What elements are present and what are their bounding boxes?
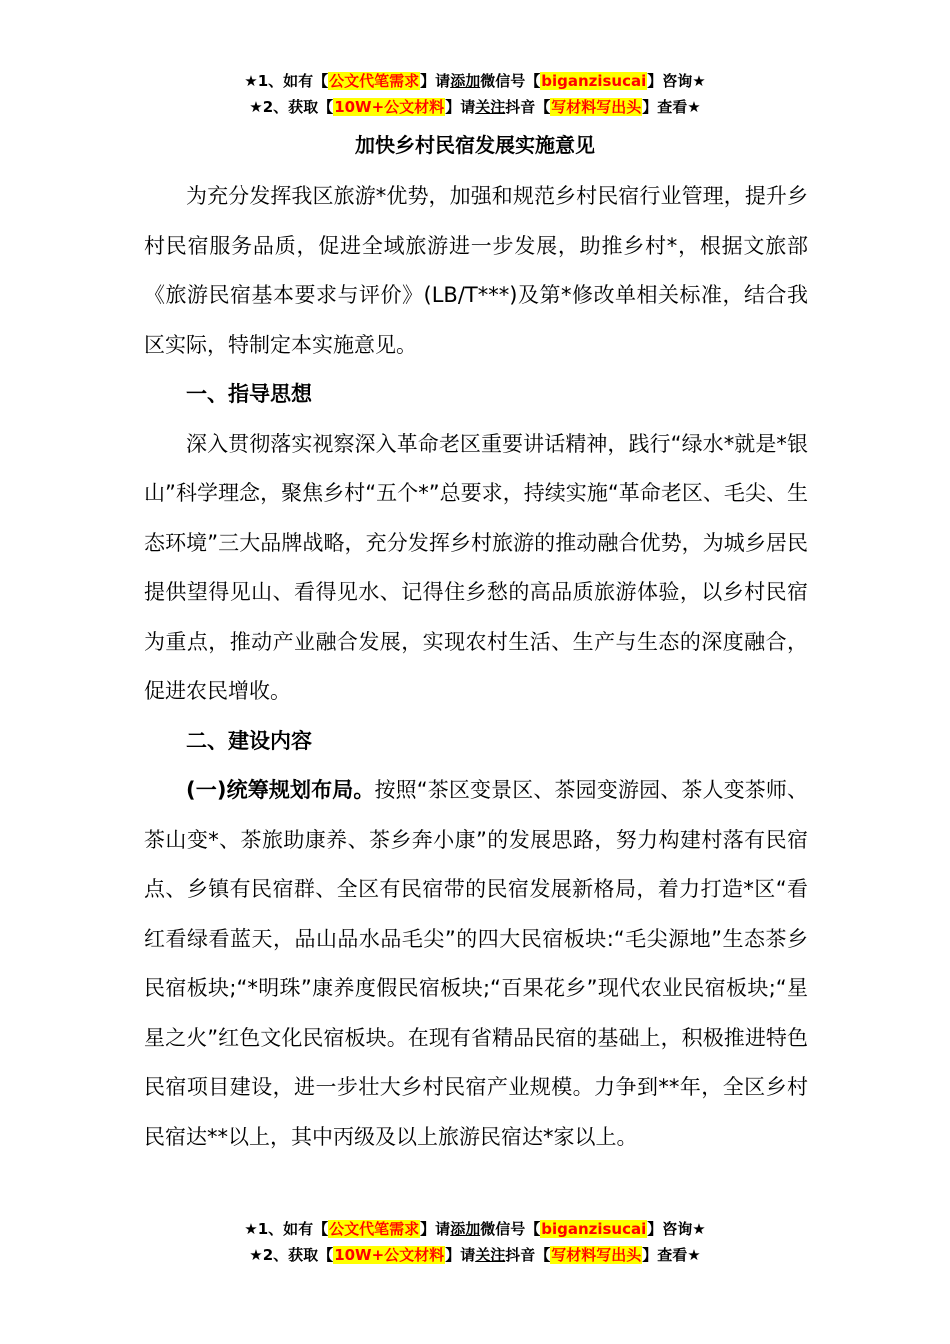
banner-highlight: 公文代笔需求 <box>329 1220 420 1238</box>
banner-text: 】请 <box>445 98 476 116</box>
banner-text: 】查看★ <box>642 98 701 116</box>
top-banner <box>0 68 950 120</box>
banner-underline: 关注 <box>475 98 506 116</box>
banner-highlight: 10W+公文材料 <box>334 98 445 116</box>
bottom-banner <box>0 1216 950 1268</box>
banner-underline: 关注 <box>475 1246 506 1264</box>
banner-text: 】咨询★ <box>647 72 706 90</box>
banner-underline: 添加 <box>450 72 481 90</box>
banner-line-2 <box>0 94 950 120</box>
guiding-thought-paragraph: 深入贯彻落实视察深入革命老区重要讲话精神，践行“绿水*就是*银山”科学理念，聚焦乡村“五个*”总要求，持续实施“革命老区、毛尖、生态环境”三大品牌战略，充分发挥乡村旅游的推动融合优势，为城乡居民提供望得见山、看得见水、记得住乡愁的高品质旅游体验，以乡村民宿为重点，推动产业融合发展，实现农村生活、生产与生态的深度融合，促进农民增收。 <box>144 431 808 703</box>
banner-text: 】咨询★ <box>647 1220 706 1238</box>
intro-paragraph: 为充分发挥我区旅游*优势，加强和规范乡村民宿行业管理，提升乡村民宿服务品质，促进全域旅游进一步发展，助推乡村*，根据文旅部《旅游民宿基本要求与评价》(LB/T***)及第*修改单相关标准，结合我区实际，特制定本实施意见。 <box>144 184 808 357</box>
banner-text: 抖音【 <box>505 1246 551 1264</box>
banner-text: 微信号【 <box>480 1220 541 1238</box>
document-title: 加快乡村民宿发展实施意见 <box>355 133 595 157</box>
banner-text: ★1、如有【 <box>244 72 329 90</box>
douyin-id-highlight: 写材料写出头 <box>551 1246 642 1264</box>
banner-text: ★2、获取【 <box>249 98 334 116</box>
banner-line-1 <box>0 68 950 94</box>
planning-layout-paragraph <box>144 766 808 1162</box>
banner-line-1 <box>0 1216 950 1242</box>
banner-text: 】请 <box>445 1246 476 1264</box>
banner-text: ★2、获取【 <box>249 1246 334 1264</box>
wechat-id-highlight: biganzisucai <box>541 72 647 90</box>
section-heading-construction: 二、建设内容 <box>186 728 312 753</box>
wechat-id-highlight: biganzisucai <box>541 1220 647 1238</box>
banner-line-2 <box>0 1242 950 1268</box>
douyin-id-highlight: 写材料写出头 <box>551 98 642 116</box>
document-body <box>144 172 808 1162</box>
banner-highlight: 公文代笔需求 <box>329 72 420 90</box>
section-heading-guiding-thought: 一、指导思想 <box>186 382 312 406</box>
banner-text: ★1、如有【 <box>244 1220 329 1238</box>
banner-text: 】请 <box>420 72 451 90</box>
banner-text: 】查看★ <box>642 1246 701 1264</box>
banner-text: 微信号【 <box>480 72 541 90</box>
banner-text: 】请 <box>420 1220 451 1238</box>
banner-text: 抖音【 <box>505 98 551 116</box>
planning-layout-body: 按照“茶区变景区、茶园变游园、茶人变茶师、茶山变*、茶旅助康养、茶乡奔小康”的发展思路，努力构建村落有民宿点、乡镇有民宿群、全区有民宿带的民宿发展新格局，着力打造*区“看红看绿看蓝天，品山品水品毛尖”的四大民宿板块:“毛尖源地”生态茶乡民宿板块;“*明珠”康养度假民宿板块;“百果花乡”现代农业民宿板块;“星星之火”红色文化民宿板块。在现有省精品民宿的基础上，积极推进特色民宿项目建设，进一步壮大乡村民宿产业规模。力争到**年，全区乡村民宿达**以上，其中丙级及以上旅游民宿达*家以上。 <box>144 778 808 1149</box>
planning-layout-lead: (一)统筹规划布局。 <box>186 778 375 802</box>
banner-highlight: 10W+公文材料 <box>334 1246 445 1264</box>
banner-underline: 添加 <box>450 1220 481 1238</box>
